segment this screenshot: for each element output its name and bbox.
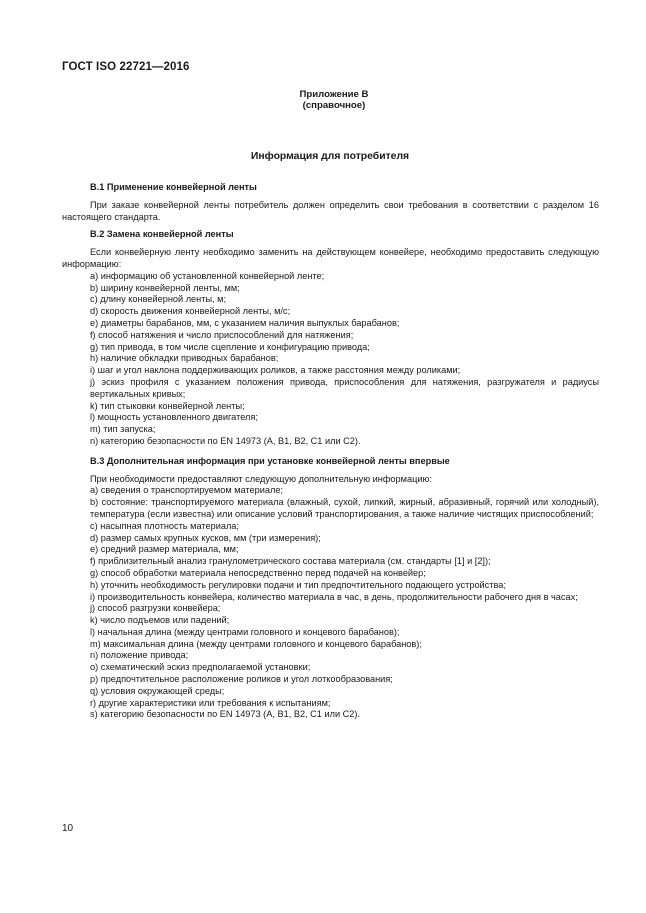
list-item: k) тип стыковки конвейерной ленты;	[90, 400, 245, 411]
list-item: d) скорость движения конвейерной ленты, м/с;	[90, 306, 291, 317]
list-item: n) положение привода;	[90, 650, 189, 661]
list-item: g) тип привода, в том числе сцепление и конфигурацию привода;	[90, 341, 370, 352]
list-item: n) категорию безопасности по EN 14973 (А, В1, В2, С1 или С2).	[90, 435, 361, 446]
annex-heading	[284, 89, 384, 111]
section-paragraph: Если конвейерную ленту необходимо заменить на действующем конвейере, необходимо предоставить следующую информацию:	[62, 247, 599, 269]
list-item: m) максимальная длина (между центрами головного и концевого барабанов);	[90, 638, 422, 649]
list-item: s) категорию безопасности по EN 14973 (А, В1, В2, С1 или С2).	[90, 709, 360, 720]
annex-title: Приложение В	[299, 89, 369, 100]
list-item: d) размер самых крупных кусков, мм (три измерения);	[90, 532, 321, 543]
section-paragraph: При необходимости предоставляют следующую дополнительную информацию:	[90, 473, 432, 484]
item-list	[62, 485, 599, 721]
list-item: а) сведения о транспортируемом материале;	[90, 485, 284, 496]
list-item: r) другие характеристики или требования к испытаниям;	[90, 697, 331, 708]
section-heading: В.3 Дополнительная информация при установке конвейерной ленты впервые	[90, 455, 450, 466]
list-item: g) способ обработки материала непосредственно перед подачей на конвейер;	[90, 567, 426, 578]
document-body	[62, 182, 599, 729]
annex-note: (справочное)	[302, 100, 366, 111]
standard-designation: ГОСТ ISO 22721—2016	[62, 61, 190, 73]
list-item: f) приблизительный анализ гранулометрического состава материала (см. стандарты [1] и [2]);	[90, 556, 491, 567]
list-item: р) предпочтительное расположение роликов и угол лоткообразования;	[90, 674, 393, 685]
list-item: k) число подъемов или падений;	[90, 615, 230, 626]
list-item: с) длину конвейерной ленты, м;	[90, 294, 227, 305]
list-item: i) шаг и угол наклона поддерживающих роликов, а также расстояния между роликами;	[90, 365, 461, 376]
list-item: h) наличие обкладки приводных барабанов;	[90, 353, 279, 364]
list-item: l) начальная длина (между центрами головного и концевого барабанов);	[90, 626, 400, 637]
section-heading: В.2 Замена конвейерной ленты	[90, 229, 234, 240]
list-item: о) схематический эскиз предполагаемой установки;	[90, 662, 311, 673]
list-item: b) ширину конвейерной ленты, мм;	[90, 282, 240, 293]
list-item: h) уточнить необходимость регулировки подачи и тип предпочтительного подающего устройства;	[90, 579, 506, 590]
list-item: е) средний размер материала, мм;	[90, 544, 239, 555]
list-item: q) условия окружающей среды;	[90, 685, 225, 696]
list-item: b) состояние: транспортируемого материала (влажный, сухой, липкий, жирный, абразивный, горячий или холодный), температура (если известна) или описание условий транспортирования, а также наличие чистящих приспособлений;	[90, 497, 599, 519]
list-item: а) информацию об установленной конвейерной ленте;	[90, 270, 325, 281]
section-heading: В.1 Применение конвейерной ленты	[90, 182, 257, 192]
list-item: l) мощность установленного двигателя;	[90, 412, 258, 423]
page-number: 10	[62, 823, 74, 834]
section-paragraph: При заказе конвейерной ленты потребитель должен определить свои требования в соответствии с разделом 16 настоящего стандарта.	[62, 199, 599, 222]
list-item: с) насыпная плотность материала;	[90, 520, 239, 531]
list-item: j) эскиз профиля с указанием положения привода, приспособления для натяжения, разгружателя и радиусы вертикальных кривых;	[90, 376, 599, 399]
list-item: m) тип запуска;	[90, 424, 156, 435]
list-item: i) производительность конвейера, количество материала в час, в день, продолжительности рабочего дня в часах;	[90, 591, 578, 602]
list-item: е) диаметры барабанов, мм, с указанием наличия выпуклых барабанов;	[90, 317, 400, 328]
list-item: f) способ натяжения и число приспособлений для натяжения;	[90, 329, 354, 340]
item-list	[62, 271, 599, 448]
list-item: j) способ разгрузки конвейера;	[90, 603, 221, 614]
page-title: Информация для потребителя	[250, 151, 410, 162]
